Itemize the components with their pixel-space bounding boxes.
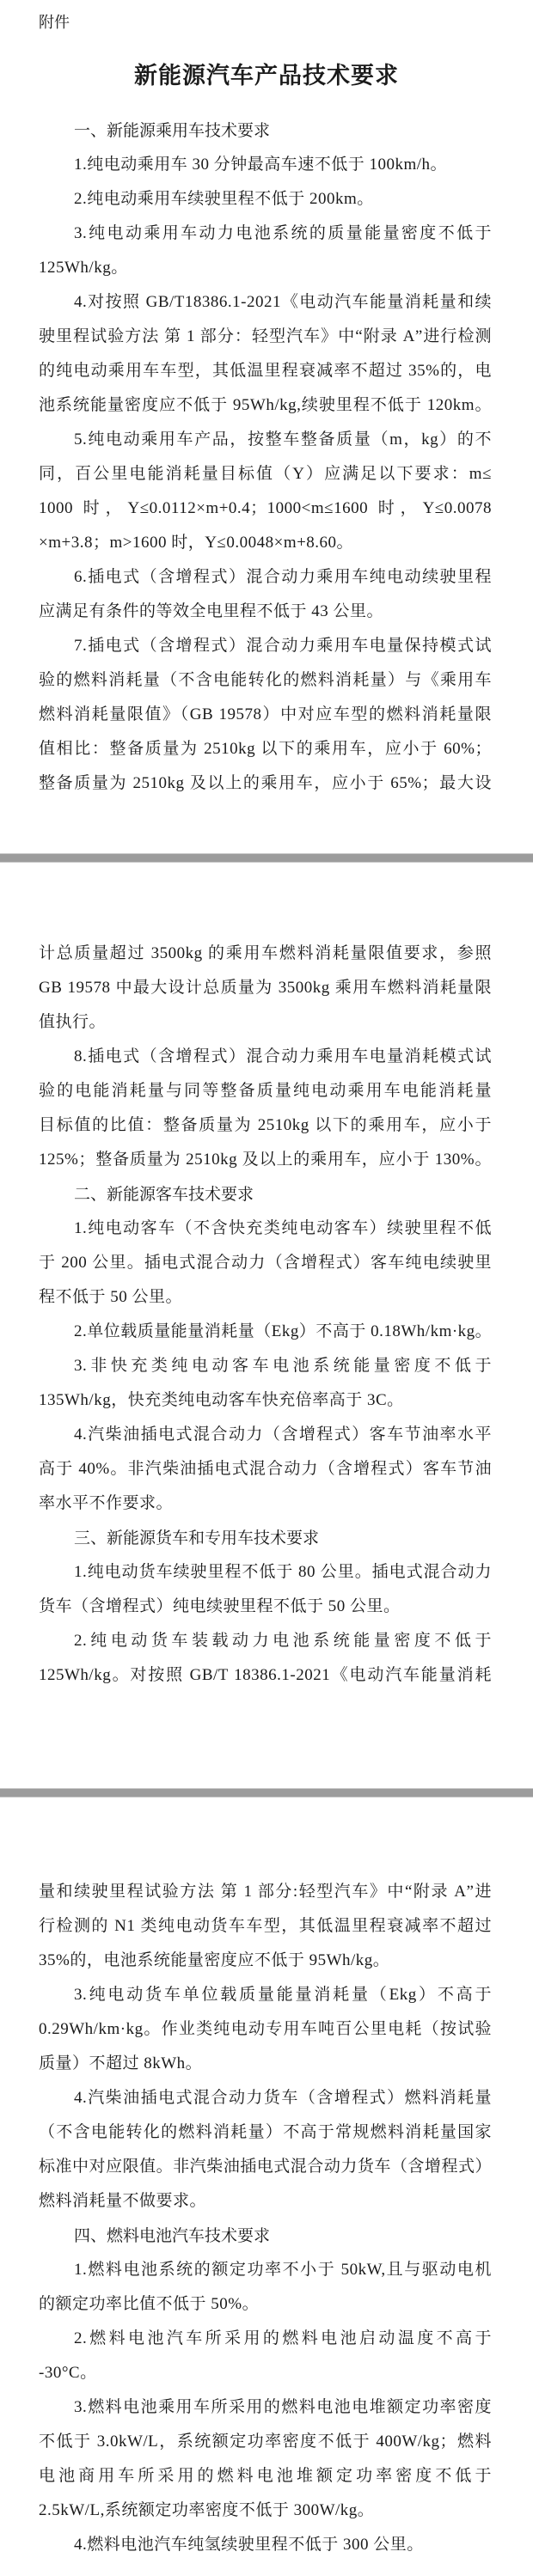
paragraph-line: 125%；整备质量为 2510kg 及以上的乘用车，应小于 130%。 — [39, 1151, 492, 1169]
paragraph-line: GB 19578 中最大设计总质量为 3500kg 乘用车燃料消耗量限 — [39, 979, 492, 997]
paragraph-line: 值执行。 — [39, 1013, 107, 1031]
paragraph-line: 1.燃料电池系统的额定功率不小于 50kW,且与驱动电机 — [74, 2261, 492, 2279]
paragraph-line: 于 200 公里。插电式混合动力（含增程式）客车纯电续驶里 — [39, 1254, 492, 1272]
paragraph-line: 标准中对应限值。非汽柴油插电式混合动力货车（含增程式） — [39, 2158, 492, 2176]
section-heading: 四、燃料电池汽车技术要求 — [74, 2226, 271, 2245]
paragraph-line: 8.插电式（含增程式）混合动力乘用车电量消耗模式试 — [74, 1047, 492, 1065]
paragraph-line: 整备质量为 2510kg 及以上的乘用车，应小于 65%；最大设 — [39, 774, 492, 792]
paragraph-line: ×m+3.8；m>1600 时，Y≤0.0048×m+8.60。 — [39, 534, 354, 552]
paragraph-line: 驶里程试验方法 第 1 部分：轻型汽车》中“附录 A”进行检测 — [39, 327, 492, 345]
paragraph-line: 值相比：整备质量为 2510kg 以下的乘用车，应小于 60%； — [39, 740, 492, 758]
page-1 — [0, 0, 533, 853]
paragraph-line: 的纯电动乘用车车型，其低温里程衰减率不超过 35%的，电 — [39, 362, 492, 380]
paragraph-line: （不含电能转化的燃料消耗量）不高于常规燃料消耗量国家 — [39, 2123, 492, 2141]
paragraph-line: 4.对按照 GB/T18386.1-2021《电动汽车能量消耗量和续 — [74, 293, 492, 311]
paragraph-line: 行检测的 N1 类纯电动货车车型，其低温里程衰减率不超过 — [39, 1917, 492, 1935]
paragraph-line: 不低于 3.0kW/L，系统额定功率密度不低于 400W/kg；燃料 — [39, 2433, 492, 2451]
paragraph-line: 135Wh/kg，快充类纯电动客车快充倍率高于 3C。 — [39, 1391, 404, 1409]
paragraph-line: 计总质量超过 3500kg 的乘用车燃料消耗量限值要求，参照 — [39, 944, 492, 962]
paragraph-line: 验的电能消耗量与同等整备质量纯电动乘用车电能消耗量 — [39, 1082, 492, 1100]
paragraph-line: 2.5kW/L,系统额定功率密度不低于 300W/kg。 — [39, 2501, 375, 2519]
section-heading: 三、新能源货车和专用车技术要求 — [74, 1529, 320, 1547]
paragraph-line: 5.纯电动乘用车产品，按整车整备质量（m，kg）的不 — [74, 430, 492, 449]
document-title: 新能源汽车产品技术要求 — [134, 63, 399, 89]
paragraph-line: 4.汽柴油插电式混合动力货车（含增程式）燃料消耗量 — [74, 2089, 492, 2107]
paragraph-line: 2.单位载质量能量消耗量（Ekg）不高于 0.18Wh/km·kg。 — [74, 1322, 493, 1340]
paragraph-line: 3.纯电动乘用车动力电池系统的质量能量密度不低于 — [74, 224, 492, 242]
paragraph-line: 2.纯电动乘用车续驶里程不低于 200km。 — [74, 190, 374, 208]
paragraph-line: -30°C。 — [39, 2364, 97, 2382]
paragraph-line: 1000 时，Y≤0.0112×m+0.4；1000<m≤1600 时，Y≤0.0078 — [39, 499, 492, 517]
paragraph-line: 同，百公里电能消耗量目标值（Y）应满足以下要求：m≤ — [39, 465, 492, 483]
paragraph-line: 7.插电式（含增程式）混合动力乘用车电量保持模式试 — [74, 637, 492, 655]
paragraph-line: 125Wh/kg。对按照 GB/T 18386.1-2021《电动汽车能量消耗 — [39, 1666, 492, 1684]
paragraph-line: 0.29Wh/km·kg。作业类纯电动专用车吨百公里电耗（按试验 — [39, 2020, 492, 2038]
paragraph-line: 高于 40%。非汽柴油插电式混合动力（含增程式）客车节油 — [39, 1460, 492, 1478]
paragraph-line: 池系统能量密度应不低于 95Wh/kg,续驶里程不低于 120km。 — [39, 396, 492, 414]
section-heading: 一、新能源乘用车技术要求 — [74, 121, 271, 140]
paragraph-line: 电池商用车所采用的燃料电池堆额定功率密度不低于 — [39, 2467, 492, 2485]
paragraph-line: 燃料消耗量不做要求。 — [39, 2192, 207, 2210]
paragraph-line: 的额定功率比值不低于 50%。 — [39, 2295, 260, 2313]
paragraph-line: 货车（含增程式）纯电续驶里程不低于 50 公里。 — [39, 1597, 401, 1615]
paragraph-line: 2.燃料电池汽车所采用的燃料电池启动温度不高于 — [74, 2329, 492, 2347]
paragraph-line: 4.燃料电池汽车纯氢续驶里程不低于 300 公里。 — [74, 2536, 424, 2554]
paragraph-line: 程不低于 50 公里。 — [39, 1288, 183, 1306]
paragraph-line: 1.纯电动乘用车 30 分钟最高车速不低于 100km/h。 — [74, 156, 448, 174]
paragraph-line: 3.纯电动货车单位载质量能量消耗量（Ekg）不高于 — [74, 1986, 492, 2004]
paragraph-line: 6.插电式（含增程式）混合动力乘用车纯电动续驶里程 — [74, 568, 492, 586]
paragraph-line: 质量）不超过 8kWh。 — [39, 2054, 203, 2072]
paragraph-line: 1.纯电动货车续驶里程不低于 80 公里。插电式混合动力 — [74, 1563, 492, 1581]
paragraph-line: 量和续驶里程试验方法 第 1 部分:轻型汽车》中“附录 A”进 — [39, 1883, 492, 1901]
page-separator — [0, 853, 533, 863]
paragraph-line: 验的燃料消耗量（不含电能转化的燃料消耗量）与《乘用车 — [39, 671, 492, 689]
paragraph-line: 率水平不作要求。 — [39, 1494, 174, 1512]
paragraph-line: 应满足有条件的等效全电里程不低于 43 公里。 — [39, 602, 384, 620]
paragraph-line: 3.非快充类纯电动客车电池系统能量密度不低于 — [74, 1357, 492, 1375]
paragraph-line: 125Wh/kg。 — [39, 259, 128, 277]
paragraph-line: 4.汽柴油插电式混合动力（含增程式）客车节油率水平 — [74, 1425, 492, 1444]
attachment-label: 附件 — [39, 14, 70, 32]
paragraph-line: 35%的，电池系统能量密度应不低于 95Wh/kg。 — [39, 1951, 390, 1969]
page-3 — [0, 1798, 533, 2576]
paragraph-line: 目标值的比值：整备质量为 2510kg 以下的乘用车，应小于 — [39, 1116, 492, 1134]
section-heading: 二、新能源客车技术要求 — [74, 1185, 254, 1204]
page-2 — [0, 863, 533, 1788]
paragraph-line: 燃料消耗量限值》（GB 19578）中对应车型的燃料消耗量限 — [39, 705, 492, 723]
paragraph-line: 2.纯电动货车装载动力电池系统能量密度不低于 — [74, 1632, 492, 1650]
paragraph-line: 1.纯电动客车（不含快充类纯电动客车）续驶里程不低 — [74, 1219, 492, 1237]
page-separator — [0, 1788, 533, 1798]
paragraph-line: 3.燃料电池乘用车所采用的燃料电池电堆额定功率密度 — [74, 2398, 492, 2416]
